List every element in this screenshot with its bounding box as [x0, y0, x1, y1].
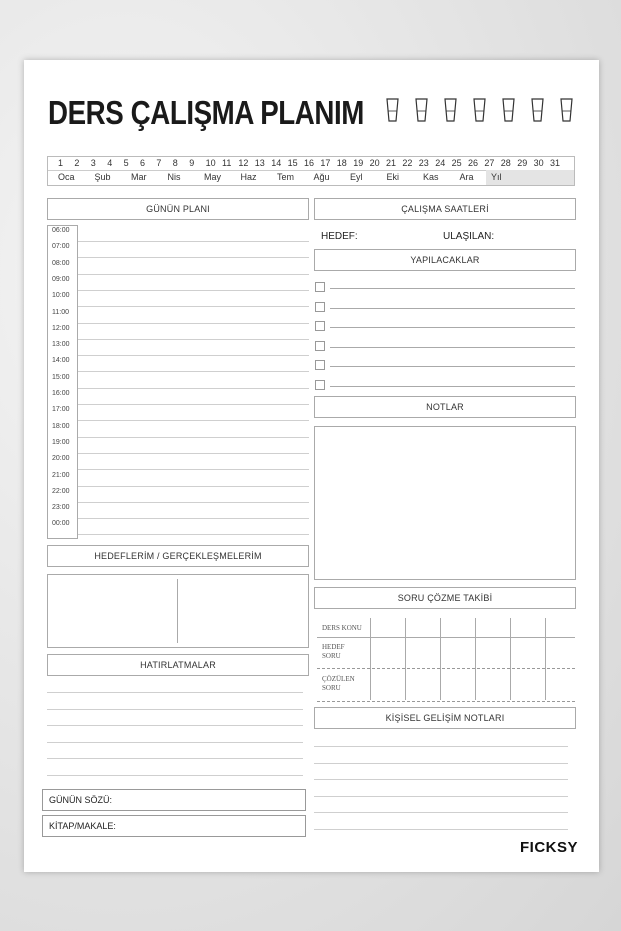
time-slot-label: 22:00 [52, 487, 70, 495]
personal-dev-header: KİŞİSEL GELİŞİM NOTLARI [314, 707, 576, 729]
todo-line[interactable] [330, 327, 575, 328]
time-slot-label: 19:00 [52, 438, 70, 446]
day-number[interactable]: 16 [304, 158, 315, 168]
time-slot-line[interactable] [78, 420, 309, 421]
water-cup-icon[interactable] [386, 97, 399, 123]
quote-label: GÜNÜN SÖZÜ: [49, 795, 112, 805]
day-number[interactable]: 27 [484, 158, 495, 168]
month-label[interactable]: Nis [167, 172, 181, 182]
brand-logo: FICKSY [520, 839, 579, 856]
time-slot-line[interactable] [78, 371, 309, 372]
goals-box[interactable] [47, 574, 309, 648]
todo-line[interactable] [330, 366, 575, 367]
day-number[interactable]: 10 [205, 158, 216, 168]
study-hours-header: ÇALIŞMA SAATLERİ [314, 198, 576, 220]
time-slot-line[interactable] [78, 274, 309, 275]
question-tracker-header: SORU ÇÖZME TAKİBİ [314, 587, 576, 609]
question-tracker-table [317, 616, 575, 702]
month-label[interactable]: Tem [277, 172, 295, 182]
time-slot-line[interactable] [78, 469, 309, 470]
book-label: KİTAP/MAKALE: [49, 821, 116, 831]
time-slot-label: 09:00 [52, 275, 70, 283]
reminder-line[interactable] [47, 758, 303, 759]
day-number[interactable]: 26 [468, 158, 479, 168]
day-number[interactable]: 20 [369, 158, 380, 168]
daily-plan-header: GÜNÜN PLANI [47, 198, 309, 220]
planner-sheet [24, 60, 599, 872]
tracker-row-target: HEDEF SORU [322, 643, 345, 660]
day-number[interactable]: 8 [172, 158, 178, 168]
month-label[interactable]: Eyl [350, 172, 363, 182]
day-number[interactable]: 22 [402, 158, 413, 168]
day-number[interactable]: 23 [418, 158, 429, 168]
day-number[interactable]: 15 [287, 158, 298, 168]
dev-note-line[interactable] [314, 796, 568, 797]
time-schedule [47, 225, 309, 539]
water-cup-icon[interactable] [502, 97, 515, 123]
time-slot-line[interactable] [78, 502, 309, 503]
time-slot-line[interactable] [78, 290, 309, 291]
time-slot-label: 08:00 [52, 259, 70, 267]
day-number[interactable]: 5 [123, 158, 129, 168]
reminder-line[interactable] [47, 742, 303, 743]
water-cup-icon[interactable] [444, 97, 457, 123]
day-number[interactable]: 30 [533, 158, 544, 168]
time-slot-label: 13:00 [52, 341, 70, 349]
notes-header: NOTLAR [314, 396, 576, 418]
time-slot-line[interactable] [78, 355, 309, 356]
time-slot-line[interactable] [78, 518, 309, 519]
day-number[interactable]: 13 [254, 158, 265, 168]
year-label: Yıl [491, 172, 502, 182]
time-slot-label: 15:00 [52, 373, 70, 381]
notes-box[interactable] [314, 426, 576, 580]
reminder-line[interactable] [47, 725, 303, 726]
achieved-label: ULAŞILAN: [443, 231, 495, 242]
book-field[interactable] [42, 815, 306, 837]
dev-note-line[interactable] [314, 763, 568, 764]
todo-header: YAPILACAKLAR [314, 249, 576, 271]
time-slot-label: 17:00 [52, 406, 70, 414]
day-number[interactable]: 12 [238, 158, 249, 168]
todo-line[interactable] [330, 386, 575, 387]
time-slot-label: 11:00 [52, 308, 69, 316]
time-slot-line[interactable] [78, 437, 309, 438]
time-slot-label: 00:00 [52, 520, 70, 528]
day-number[interactable]: 31 [550, 158, 561, 168]
month-label[interactable]: Haz [240, 172, 257, 182]
time-slot-label: 10:00 [52, 292, 70, 300]
water-cup-icon[interactable] [415, 97, 428, 123]
time-slot-label: 21:00 [52, 471, 70, 479]
page-title: DERS ÇALIŞMA PLANIM [48, 94, 364, 131]
time-slot-label: 18:00 [52, 422, 70, 430]
day-number[interactable]: 1 [58, 158, 64, 168]
day-number[interactable]: 29 [517, 158, 528, 168]
month-label[interactable]: Eki [386, 172, 400, 182]
month-label[interactable]: Kas [423, 172, 439, 182]
reminder-line[interactable] [47, 709, 303, 710]
tracker-row-subject: DERS KONU [322, 624, 362, 632]
time-slot-line[interactable] [78, 453, 309, 454]
day-number[interactable]: 7 [156, 158, 162, 168]
day-number[interactable]: 25 [451, 158, 462, 168]
time-slot-label: 20:00 [52, 455, 70, 463]
todo-checkbox[interactable] [315, 341, 325, 351]
time-slot-label: 14:00 [52, 357, 70, 365]
todo-line[interactable] [330, 347, 575, 348]
time-slot-line[interactable] [78, 388, 309, 389]
date-selector [47, 156, 575, 186]
time-slot-line[interactable] [78, 306, 309, 307]
todo-checkbox[interactable] [315, 302, 325, 312]
day-number[interactable]: 19 [353, 158, 364, 168]
reminders-header: HATIRLATMALAR [47, 654, 309, 676]
tracker-row-solved: ÇÖZÜLEN SORU [322, 675, 355, 692]
day-number[interactable]: 14 [271, 158, 282, 168]
time-slot-label: 16:00 [52, 390, 70, 397]
dev-note-line[interactable] [314, 746, 568, 747]
day-number[interactable]: 3 [90, 158, 96, 168]
quote-field[interactable] [42, 789, 306, 811]
todo-line[interactable] [330, 308, 575, 309]
month-label[interactable]: Şub [94, 172, 111, 182]
day-number[interactable]: 6 [140, 158, 146, 168]
water-cup-icon[interactable] [473, 97, 486, 123]
day-number[interactable]: 24 [435, 158, 446, 168]
goals-header: HEDEFLERİM / GERÇEKLEŞMELERİM [47, 545, 309, 567]
time-slot-label: 23:00 [52, 504, 70, 512]
day-number[interactable]: 4 [107, 158, 113, 168]
day-number[interactable]: 28 [500, 158, 511, 168]
todo-line[interactable] [330, 288, 575, 289]
dev-note-line[interactable] [314, 829, 568, 830]
reminder-line[interactable] [47, 692, 303, 693]
dev-note-line[interactable] [314, 779, 568, 780]
todo-checkbox[interactable] [315, 360, 325, 370]
time-slot-label: 07:00 [52, 243, 70, 251]
reminder-line[interactable] [47, 775, 303, 776]
time-slot-line[interactable] [78, 486, 309, 487]
todo-checkbox[interactable] [315, 321, 325, 331]
month-label[interactable]: Ağu [313, 172, 330, 182]
water-cup-icon[interactable] [560, 97, 573, 123]
time-slot-label: 06:00 [52, 227, 70, 234]
dev-note-line[interactable] [314, 812, 568, 813]
time-slot-line[interactable] [78, 257, 309, 258]
todo-checkbox[interactable] [315, 380, 325, 390]
time-slot-line[interactable] [78, 404, 309, 405]
target-label: HEDEF: [321, 231, 358, 242]
time-slot-line[interactable] [78, 534, 309, 535]
day-number[interactable]: 9 [189, 158, 195, 168]
day-number[interactable]: 21 [386, 158, 397, 168]
month-label[interactable]: Ara [459, 172, 474, 182]
time-slot-line[interactable] [78, 339, 309, 340]
day-number[interactable]: 11 [222, 158, 232, 168]
day-number[interactable]: 17 [320, 158, 331, 168]
time-slot-line[interactable] [78, 323, 309, 324]
month-label[interactable]: Mar [131, 172, 147, 182]
day-number[interactable]: 2 [74, 158, 80, 168]
time-slot-line[interactable] [78, 241, 309, 242]
month-label[interactable]: May [204, 172, 222, 182]
todo-checkbox[interactable] [315, 282, 325, 292]
month-label[interactable]: Oca [58, 172, 75, 182]
day-number[interactable]: 18 [336, 158, 347, 168]
time-slot-label: 12:00 [52, 324, 70, 332]
water-cup-icon[interactable] [531, 97, 544, 123]
